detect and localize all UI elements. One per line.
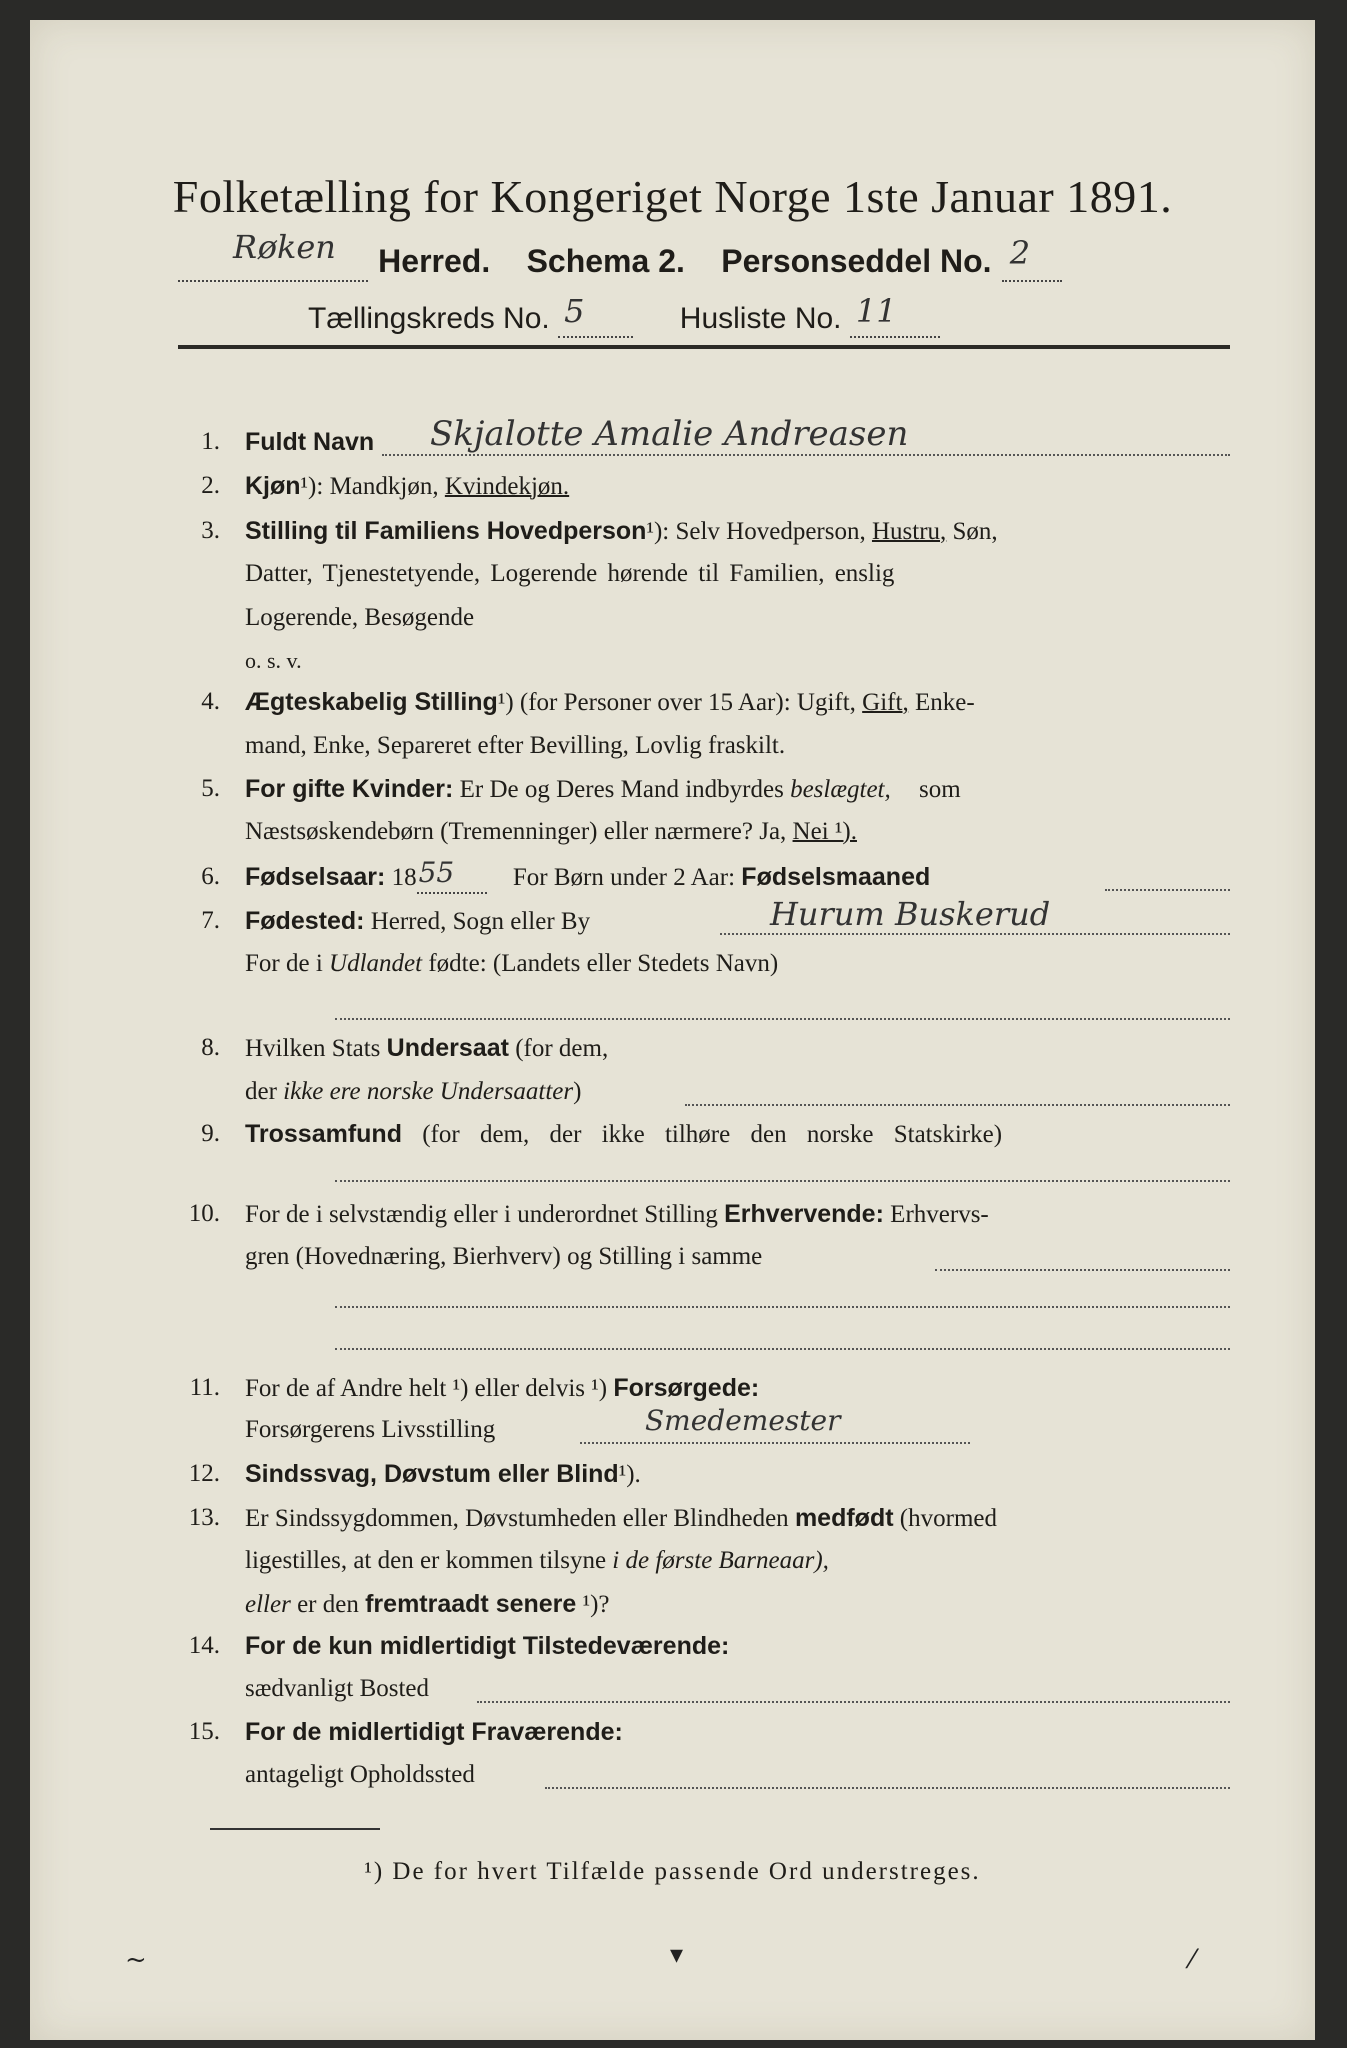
q10-line1	[245, 1200, 989, 1229]
herred-value: Røken	[233, 228, 336, 266]
q5-line2	[245, 818, 857, 846]
q4-number: 4.	[201, 688, 220, 715]
q14-number: 14.	[188, 1632, 220, 1659]
q9-field	[335, 1180, 1230, 1182]
q13-line1	[245, 1504, 997, 1533]
q11-field	[580, 1442, 970, 1444]
q4-line1	[245, 688, 975, 717]
personseddel-label: Personseddel No.	[721, 243, 992, 279]
q7-line2	[245, 950, 778, 978]
q2-label: Kjøn	[245, 472, 301, 500]
kreds-field	[558, 292, 633, 338]
q11-number: 11.	[189, 1374, 220, 1401]
kreds-label: Tællingskreds No.	[308, 302, 550, 335]
husliste-field	[850, 292, 940, 338]
q2-option-male: Mandkjøn,	[329, 473, 439, 500]
q6-year-prefix: 18	[391, 864, 417, 891]
q5-line1	[245, 775, 961, 804]
schema-label: Schema 2.	[526, 243, 685, 279]
q11-forsorgede: Forsørgede:	[613, 1374, 760, 1402]
q3-label: Stilling til Familiens Hovedperson	[245, 517, 647, 545]
q15-field	[545, 1787, 1230, 1789]
q8-line2b: ikke ere norske Undersaatter	[283, 1078, 574, 1105]
personseddel-field	[1002, 234, 1062, 282]
q7-foreign-field	[335, 1018, 1230, 1020]
q10-field-2	[335, 1306, 1230, 1308]
q7-text: Herred, Sogn eller By	[370, 908, 591, 935]
q3-line3: Logerende, Besøgende	[245, 604, 475, 631]
q6-year-field	[417, 856, 487, 894]
q15-number: 15.	[188, 1718, 220, 1745]
q9-number: 9.	[201, 1120, 220, 1147]
q10-line2-text: gren (Hovednæring, Bierhverv) og Stilling i samme	[245, 1243, 763, 1270]
margin-mark-left: ~	[125, 1945, 147, 1975]
kreds-row	[308, 292, 940, 338]
kreds-value: 5	[564, 292, 585, 330]
q10-field	[935, 1269, 1230, 1271]
q7-line2a: For de i	[245, 950, 323, 977]
q7-field	[720, 933, 1230, 935]
q8-line1a: Hvilken Stats	[245, 1035, 381, 1062]
q8-undersaat: Undersaat	[386, 1034, 509, 1062]
q10-number: 10.	[188, 1200, 220, 1227]
q10-field-3	[335, 1348, 1230, 1350]
q3-line4: o. s. v.	[245, 648, 302, 673]
margin-mark-right: ⁄	[1190, 1945, 1195, 1975]
q3-option-hustru: Hustru,	[871, 518, 947, 545]
q3-option-son: Søn,	[952, 518, 998, 545]
q4-label: Ægteskabelig Stilling	[245, 688, 498, 716]
q7-label: Fødested:	[245, 907, 365, 935]
q6-text: For Børn under 2 Aar:	[512, 864, 736, 891]
q7-udlandet: Udlandet	[329, 950, 423, 977]
q8-line1b: (for dem,	[515, 1035, 609, 1062]
q13-medfodt: medfødt	[794, 1504, 894, 1532]
q10-line1b: Erhvervs-	[890, 1201, 989, 1228]
q13-line3a: eller	[245, 1591, 291, 1618]
census-form	[30, 20, 1315, 2040]
q14-line2-text: sædvanligt Bosted	[245, 1675, 430, 1702]
q1-field	[382, 454, 1230, 456]
herred-row	[178, 228, 1062, 282]
q6-number: 6.	[201, 863, 220, 890]
q8-number: 8.	[201, 1034, 220, 1061]
q5-number: 5.	[201, 775, 220, 802]
margin-mark-center: ▾	[670, 1940, 684, 1970]
q12-number: 12.	[188, 1460, 220, 1487]
q10-erhvervende: Erhvervende:	[724, 1200, 884, 1228]
q1-number: 1.	[201, 428, 220, 455]
q13-line1a: Er Sindssygdommen, Døvstumheden eller Blindheden	[245, 1505, 789, 1532]
q5-line1-text: Er De og Deres Mand indbyrdes	[459, 776, 784, 803]
q6-line	[245, 856, 931, 894]
personseddel-value: 2	[1009, 234, 1031, 272]
q6-year-value: 55	[418, 856, 455, 889]
q11-line2	[245, 1404, 1230, 1444]
q6-label: Fødselsaar:	[245, 863, 386, 891]
q2-number: 2.	[201, 472, 220, 499]
q8-field	[685, 1104, 1230, 1106]
q9-label: Trossamfund	[245, 1120, 402, 1148]
husliste-label: Husliste No.	[679, 302, 842, 335]
q12-sup: ¹).	[618, 1461, 641, 1488]
q14-label: For de kun midlertidigt Tilstedeværende:	[245, 1632, 730, 1660]
q14-field	[477, 1701, 1230, 1703]
q15-label: For de midlertidigt Fraværende:	[245, 1718, 623, 1746]
q10-line1a: For de i selvstændig eller i underordnet Stilling	[245, 1201, 718, 1228]
q9-line	[245, 1120, 1002, 1149]
q4-line1-text: ¹) (for Personer over 15 Aar): Ugift,	[497, 689, 856, 716]
q13-line1b: (hvormed	[899, 1505, 997, 1532]
q3-line1	[245, 517, 998, 546]
q8-line1	[245, 1034, 608, 1063]
footnote: ¹) De for hvert Tilfælde passende Ord understreges.	[364, 1858, 981, 1885]
q9-text: (for dem, der ikke tilhøre den norske Statskirke)	[422, 1121, 1003, 1148]
q13-line3c: ¹)?	[582, 1591, 610, 1618]
herred-label: Herred.	[378, 243, 491, 279]
q2-sup: ¹):	[300, 473, 324, 500]
husliste-value: 11	[855, 292, 897, 330]
q6-maaned-label: Fødselsmaaned	[741, 863, 931, 891]
q15-line2	[245, 1761, 1230, 1789]
q8-line2a: der	[245, 1078, 277, 1105]
q11-line1	[245, 1374, 759, 1403]
q3-line1-text: ¹): Selv Hovedperson,	[646, 518, 866, 545]
q13-number: 13.	[188, 1504, 220, 1531]
q4-option-enke: Enke-	[914, 689, 975, 716]
q6-maaned-field	[1105, 889, 1230, 891]
q12-line	[245, 1460, 641, 1489]
q2-option-female: Kvindekjøn.	[444, 473, 570, 500]
q7-number: 7.	[201, 907, 220, 934]
q11-line2-text: Forsørgerens Livsstilling	[245, 1416, 496, 1443]
q7-line2b: fødte: (Landets eller Stedets Navn)	[428, 950, 779, 977]
header-rule	[178, 345, 1230, 349]
q11-line1a: For de af Andre helt ¹) eller delvis ¹)	[245, 1375, 608, 1402]
q5-line2-text: Næstsøskendebørn (Tremenninger) eller nærmere? Ja,	[245, 818, 787, 845]
q14-line2	[245, 1675, 1230, 1703]
q7-line1	[245, 907, 590, 936]
q3-number: 3.	[201, 517, 220, 544]
q12-label: Sindssvag, Døvstum eller Blind	[245, 1460, 619, 1488]
q13-line2b: i de første Barneaar),	[612, 1547, 829, 1574]
footnote-rule	[210, 1828, 380, 1830]
q8-line2: der ikke ere norske Undersaatter)	[245, 1078, 1230, 1106]
q7-value: Hurum Buskerud	[770, 895, 1051, 933]
q2-text	[245, 472, 569, 501]
q13-line3b: er den	[297, 1591, 359, 1618]
q4-option-gift: Gift,	[862, 689, 909, 716]
q11-value: Smedemester	[645, 1404, 841, 1437]
q5-label: For gifte Kvinder:	[245, 775, 454, 803]
q13-line2	[245, 1547, 829, 1575]
herred-field	[178, 228, 368, 282]
q1-value: Skjalotte Amalie Andreasen	[430, 414, 909, 454]
q5-option-nei: Nei ¹).	[792, 818, 857, 845]
q13-fremtraadt: fremtraadt senere	[365, 1590, 577, 1618]
q5-beslaegtet: beslægtet,	[790, 776, 891, 803]
q1-label: Fuldt Navn	[245, 428, 375, 456]
q4-line2: mand, Enke, Separeret efter Bevilling, Lovlig fraskilt.	[245, 732, 786, 759]
q13-line2a: ligestilles, at den er kommen tilsyne	[245, 1547, 607, 1574]
q15-line2-text: antageligt Opholdssted	[245, 1761, 475, 1788]
q13-line3	[245, 1590, 610, 1619]
q3-line2: Datter, Tjenestetyende, Logerende hørende til Familien, enslig	[245, 560, 895, 587]
q10-line2	[245, 1243, 1230, 1271]
form-title: Folketælling for Kongeriget Norge 1ste Januar 1891.	[172, 171, 1173, 222]
q5-som: som	[919, 776, 961, 803]
